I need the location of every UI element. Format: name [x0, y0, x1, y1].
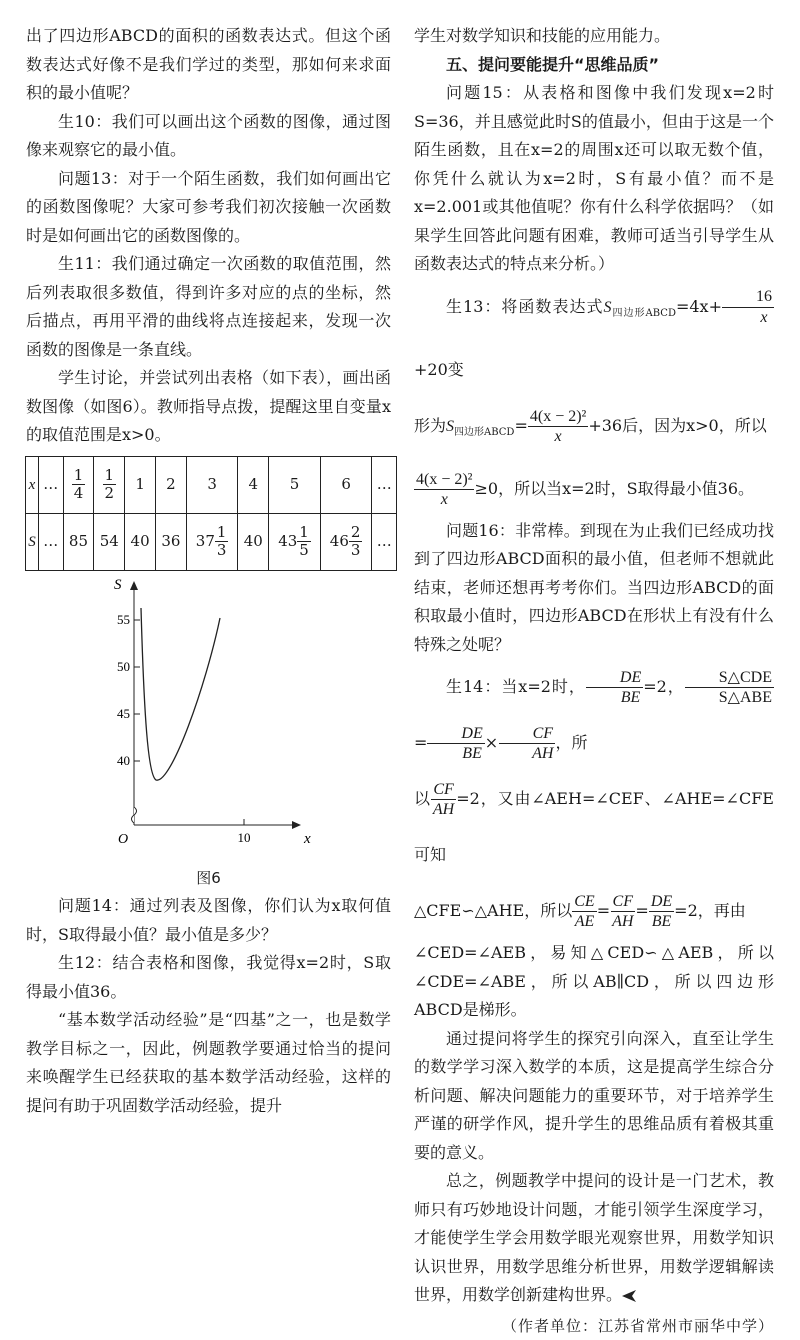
paragraph: 出了四边形ABCD的面积的函数表达式。但这个函数表达式好像不是我们学过的类型，那如何来求面积的最小值呢？ [26, 26, 391, 102]
table-cell: 37 $\frac{1}{3}$ [186, 513, 238, 570]
table-cell: … [372, 456, 397, 513]
table-row-s [26, 513, 397, 570]
equation-paragraph: 生14：当x=2时， $\frac{DE}{BE}$ =2， $\frac{\text{S△CDE}}{\text{S△ABE}}$ = $\frac{DE}{BE}$ × $\frac{CF}{AH}$ ，所 [414, 669, 772, 763]
table-cell: 40 [125, 513, 156, 570]
paragraph: ∠CED=∠AEB，易知△CED∽△AEB，所以∠CDE=∠ABE，所以AB∥CD，所以四边形ABCD是梯形。 [414, 943, 774, 1020]
y-ticks [117, 612, 140, 768]
x-axis-arrow-icon [292, 821, 301, 829]
table-cell: … [39, 456, 64, 513]
table-cell: 43 $\frac{1}{5}$ [269, 513, 321, 570]
author-affiliation: （作者单位：江苏省常州市丽华中学） [501, 1316, 774, 1335]
table-header-x: x [26, 456, 39, 513]
paragraph: 问题16：非常棒。到现在为止我们已经成功找到了四边形ABCD面积的最小值，但老师不想就此结束，老师还想再考考你们。当四边形ABCD的面积取最小值时，四边形ABCD在形状上有没有什么特殊之处呢？ [414, 520, 774, 654]
equation-paragraph: 生13：将函数表达式$S_{四边形ABCD}=4x+$ $\frac{16}{x}$ +20变 [414, 288, 772, 379]
paragraph: 生10：我们可以画出这个函数的图像，通过图像来观察它的最小值。 [26, 111, 391, 159]
paragraph: 生12：结合表格和图像，我觉得x=2时，S取得最小值36。 [26, 953, 391, 1001]
paragraph: 问题13：对于一个陌生函数，我们如何画出它的函数图像呢？大家可参考我们初次接触一次函数时是如何画出它的函数图像的。 [26, 168, 391, 245]
equation-paragraph: 以 $\frac{CF}{AH}$ =2，又由∠AEH=∠CEF、∠AHE=∠CFE可知 [414, 781, 774, 865]
paragraph: 学生对数学知识和技能的应用能力。 [414, 26, 671, 45]
y-tick-label: 40 [117, 752, 130, 768]
paragraph: 问题15：从表格和图像中我们发现x=2时S=36，并且感觉此时S的值最小，但由于这是一个陌生函数，且在x=2的周围x还可以取无数个值，你凭什么就认为x=2时，S有最小值？而不是x=2.001或其他值呢？你有什么科学依据吗？（如果学生回答此问题有困难，教师可适当引导学生从函数表达式的特点来分析。） [414, 83, 774, 273]
table-cell: 5 [269, 456, 321, 513]
equation-paragraph: △CFE∽△AHE，所以 $\frac{CE}{AE}$ = $\frac{CF}{AH}$ = $\frac{DE}{BE}$ =2，再由 [414, 893, 746, 931]
y-tick-label: 55 [117, 611, 130, 627]
y-tick-label: 45 [117, 705, 130, 721]
paragraph: 学生讨论，并尝试列出表格（如下表），画出函数图像（如图6）。教师指导点拨，提醒这里自变量x的取值范围是x>0。 [26, 368, 391, 444]
axis-break-icon [132, 807, 137, 823]
table-cell: $\frac{1}{2}$ [94, 456, 125, 513]
table-cell: 46 $\frac{2}{3}$ [320, 513, 372, 570]
y-axis-label: S [114, 576, 122, 593]
table-cell: 40 [238, 513, 269, 570]
left-column [26, 22, 391, 1120]
paragraph: 生11：我们通过确定一次函数的取值范围，然后列表取很多数值，得到许多对应的点的坐标，然后描点，再用平滑的曲线将点连接起来，发现一次函数的图像是一条直线。 [26, 254, 391, 359]
table-cell: 1 [125, 456, 156, 513]
table-cell: … [39, 513, 64, 570]
table-cell: $\frac{1}{4}$ [63, 456, 94, 513]
y-axis-arrow-icon [130, 581, 138, 590]
value-table [25, 456, 397, 571]
table-cell: 36 [156, 513, 187, 570]
table-cell: 4 [238, 456, 269, 513]
x-axis-label: x [304, 830, 311, 845]
table-cell: 54 [94, 513, 125, 570]
right-column [414, 22, 774, 1340]
table-header-s: S [26, 513, 39, 570]
table-cell: 3 [186, 456, 238, 513]
paragraph: “基本数学活动经验”是“四基”之一，也是数学教学目标之一，因此，例题教学要通过恰当的提问来唤醒学生已经获取的基本数学活动经验，这样的提问有助于巩固数学活动经验，提升 [26, 1010, 391, 1115]
figure-caption: 图6 [196, 868, 221, 887]
equation-paragraph: $\frac{\text{4(x − 2)²}}{x}$ ≥0，所以当x=2时，S取得最小值36。 [416, 470, 755, 508]
function-curve [141, 608, 220, 780]
table-cell: 85 [63, 513, 94, 570]
x-tick-label: 10 [237, 829, 251, 845]
table-row-x [26, 456, 397, 513]
table-cell: 2 [156, 456, 187, 513]
equation-paragraph: 形为$S_{四边形ABCD}=$ $\frac{\text{4(x − 2)²}}{x}$ +36后，因为x>0，所以 [414, 407, 767, 445]
end-mark-icon [622, 1290, 636, 1302]
origin-label: O [118, 831, 129, 845]
table-cell: … [372, 513, 397, 570]
function-graph-figure [26, 575, 391, 870]
paragraph: 通过提问将学生的探究引向深入，直至让学生的数学学习深入数学的本质，这是提高学生综合分析问题、解决问题能力的重要环节，对于培养学生严谨的研学作风，提升学生的思维品质有着极其重要的意义。 [414, 1028, 774, 1162]
paragraph: 问题14：通过列表及图像，你们认为x取何值时，S取得最小值？最小值是多少？ [26, 896, 391, 944]
table-cell: 6 [320, 456, 372, 513]
paragraph: 总之，例题教学中提问的设计是一门艺术，教师只有巧妙地设计问题，才能引领学生深度学习，才能使学生学会用数学眼光观察世界，用数学知识认识世界，用数学思维分析世界，用数学逻辑解读世界，用数学创新建构世界。 [414, 1171, 774, 1305]
section-title: 五、提问要能提升“思维品质” [446, 54, 660, 74]
function-graph [96, 575, 326, 845]
y-tick-label: 50 [117, 658, 130, 674]
